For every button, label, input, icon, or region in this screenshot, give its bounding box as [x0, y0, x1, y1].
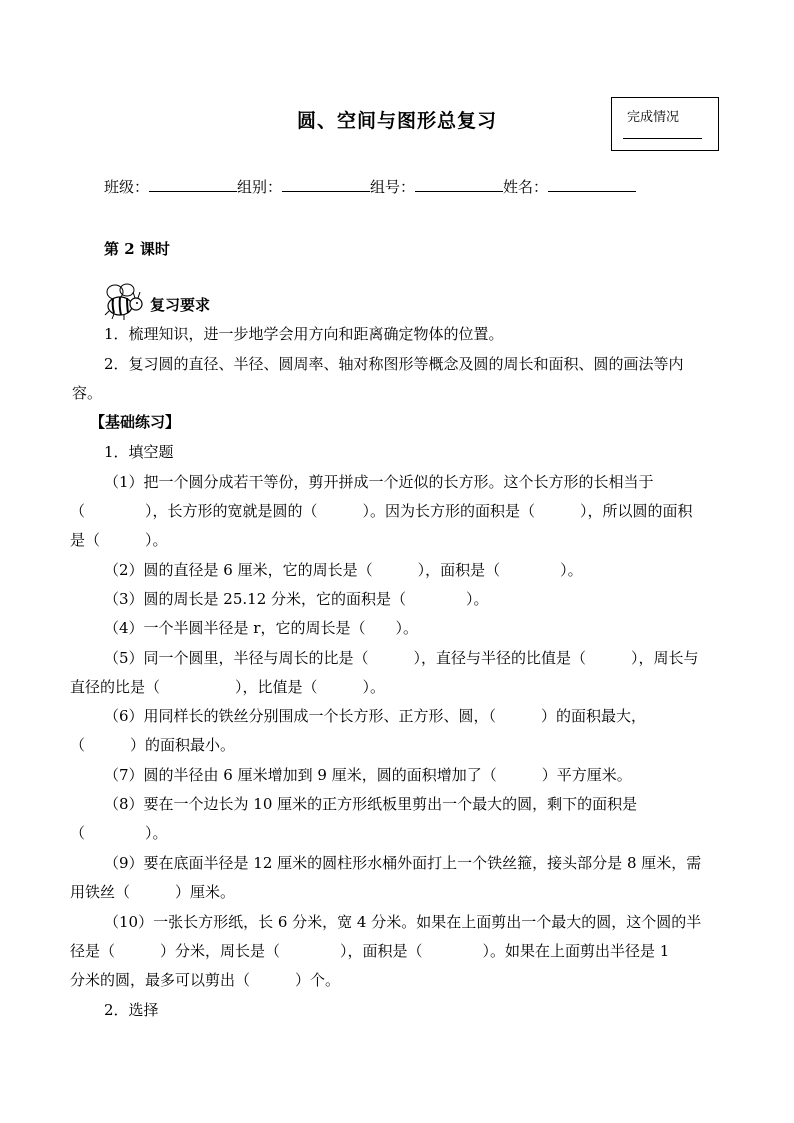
- number-label: 组号：: [370, 178, 416, 196]
- question-line: 径是（ ）分米，周长是（ ），面积是（ ）。如果在上面剪出半径是 1: [70, 942, 670, 960]
- number-blank[interactable]: [415, 177, 503, 192]
- completion-status-line[interactable]: [623, 138, 702, 139]
- requirements-title: 复习要求: [150, 296, 211, 314]
- question-line: （2）圆的直径是 6 厘米，它的周长是（ ），面积是（ ）。: [104, 561, 583, 579]
- group-blank[interactable]: [282, 177, 370, 192]
- class-blank[interactable]: [149, 177, 237, 192]
- bee-icon: [100, 282, 144, 322]
- choice-title: 2．选择: [104, 1001, 159, 1019]
- name-label: 姓名：: [503, 178, 549, 196]
- question-line: （4）一个半圆半径是 r，它的周长是（ ）。: [104, 619, 418, 637]
- question-line: （ ）的面积最小。: [70, 736, 236, 754]
- completion-status-box: [611, 97, 719, 151]
- question-line: （3）圆的周长是 25.12 分米，它的面积是（ ）。: [104, 590, 489, 608]
- question-line: 分米的圆，最多可以剪出（ ）个。: [70, 971, 341, 989]
- student-info-row: [104, 176, 636, 197]
- requirement-item: 2．复习圆的直径、半径、圆周率、轴对称图形等概念及圆的周长和面积、圆的画法等内: [104, 355, 684, 373]
- question-line: （ ），长方形的宽就是圆的（ ）。因为长方形的面积是（ ），所以圆的面积: [70, 502, 693, 520]
- question-line: （7）圆的半径由 6 厘米增加到 9 厘米，圆的面积增加了（ ）平方厘米。: [104, 766, 632, 784]
- question-line: 是（ ）。: [70, 531, 168, 549]
- question-line: （10）一张长方形纸，长 6 分米，宽 4 分米。如果在上面剪出一个最大的圆，这个圆的半: [104, 913, 702, 931]
- question-line: （1）把一个圆分成若干等份，剪开拼成一个近似的长方形。这个长方形的长相当于: [104, 473, 654, 491]
- class-label: 班级：: [104, 178, 150, 196]
- requirement-item-cont: 容。: [72, 384, 103, 402]
- question-line: （9）要在底面半径是 12 厘米的圆柱形水桶外面打上一个铁丝箍，接头部分是 8 厘米，需: [104, 854, 702, 872]
- question-line: 用铁丝（ ）厘米。: [70, 883, 236, 901]
- name-blank[interactable]: [548, 177, 636, 192]
- group-label: 组别：: [237, 178, 283, 196]
- fill-blank-title: 1．填空题: [104, 443, 174, 461]
- basic-practice-title: 【基础练习】: [90, 413, 181, 431]
- question-line: 直径的比是（ ），比值是（ ）。: [70, 678, 386, 696]
- question-line: （6）用同样长的铁丝分别围成一个长方形、正方形、圆，（ ）的面积最大，: [104, 707, 647, 725]
- lesson-heading: 第 2 课时: [104, 240, 170, 258]
- question-line: （8）要在一个边长为 10 厘米的正方形纸板里剪出一个最大的圆，剩下的面积是: [104, 795, 638, 813]
- page-title: 圆、空间与图形总复习: [296, 110, 497, 132]
- requirement-item: 1．梳理知识，进一步地学会用方向和距离确定物体的位置。: [104, 325, 504, 343]
- completion-status-label: 完成情况: [627, 110, 680, 125]
- question-line: （5）同一个圆里，半径与周长的比是（ ），直径与半径的比值是（ ），周长与: [104, 649, 699, 667]
- question-line: （ ）。: [70, 824, 168, 842]
